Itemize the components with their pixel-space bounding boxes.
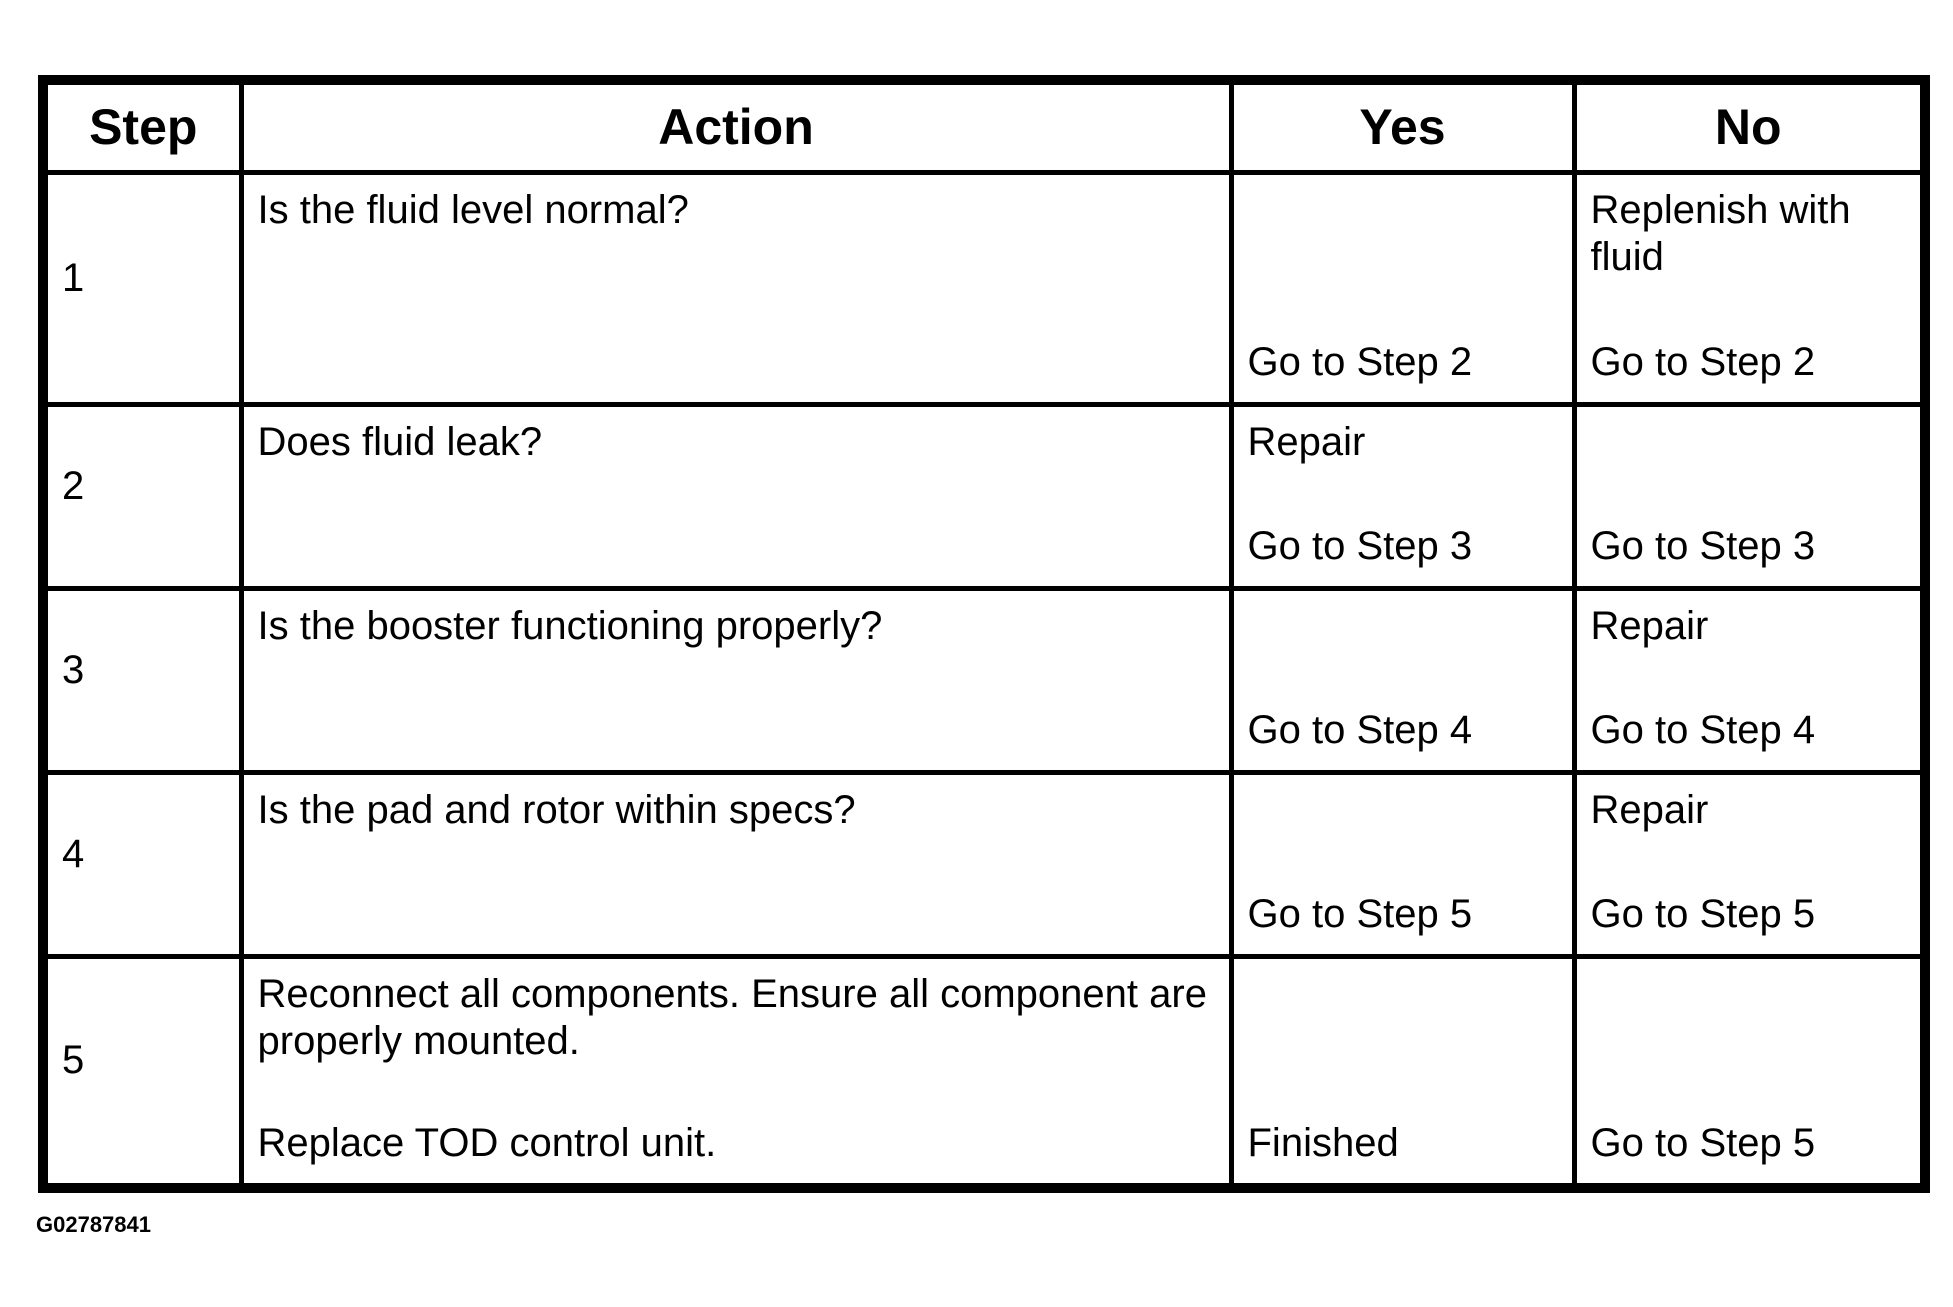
step-number: 2 (43, 404, 241, 588)
no-cell (1574, 404, 1925, 588)
table-row (43, 404, 1925, 588)
header-no: No (1574, 80, 1925, 172)
step-number: 1 (43, 172, 241, 404)
action-question: Is the pad and rotor within specs? (257, 787, 856, 832)
no-next-step: Go to Step 5 (1590, 1121, 1816, 1165)
no-next-step: Go to Step 3 (1590, 523, 1816, 568)
yes-remedy: Repair (1247, 419, 1366, 464)
yes-next-step: Go to Step 4 (1247, 707, 1473, 752)
action-question: Is the booster functioning properly? (257, 603, 883, 648)
diagnostic-table (38, 75, 1930, 1193)
action-instruction: Replace TOD control unit. (257, 1121, 717, 1165)
action-question: Reconnect all components. Ensure all component are properly mounted. (257, 971, 1207, 1063)
step-number: 4 (43, 772, 241, 956)
header-action: Action (241, 80, 1231, 172)
yes-next-step: Go to Step 3 (1247, 523, 1473, 568)
action-cell (241, 588, 1231, 772)
no-next-step: Go to Step 5 (1590, 891, 1816, 936)
yes-cell (1231, 404, 1574, 588)
action-cell (241, 772, 1231, 956)
yes-cell (1231, 588, 1574, 772)
yes-next-step: Go to Step 2 (1247, 339, 1473, 384)
yes-cell (1231, 772, 1574, 956)
no-remedy: Repair (1590, 603, 1709, 648)
action-cell (241, 956, 1231, 1188)
action-cell (241, 172, 1231, 404)
no-cell (1574, 772, 1925, 956)
header-step: Step (43, 80, 241, 172)
no-remedy: Repair (1590, 787, 1709, 832)
action-question: Is the fluid level normal? (257, 187, 689, 232)
yes-cell (1231, 172, 1574, 404)
no-cell (1574, 172, 1925, 404)
table-row (43, 172, 1925, 404)
yes-next-step: Finished (1247, 1121, 1399, 1165)
no-cell (1574, 956, 1925, 1188)
figure-code: G02787841 (36, 1212, 151, 1237)
action-question: Does fluid leak? (257, 419, 543, 464)
action-cell (241, 404, 1231, 588)
table-row (43, 956, 1925, 1188)
header-yes: Yes (1231, 80, 1574, 172)
no-remedy: Replenish with fluid (1590, 187, 1851, 279)
header-row (43, 80, 1925, 172)
yes-cell (1231, 956, 1574, 1188)
no-next-step: Go to Step 2 (1590, 339, 1816, 384)
table-row (43, 772, 1925, 956)
yes-next-step: Go to Step 5 (1247, 891, 1473, 936)
step-number: 3 (43, 588, 241, 772)
no-next-step: Go to Step 4 (1590, 707, 1816, 752)
table-row (43, 588, 1925, 772)
step-number: 5 (43, 956, 241, 1188)
no-cell (1574, 588, 1925, 772)
